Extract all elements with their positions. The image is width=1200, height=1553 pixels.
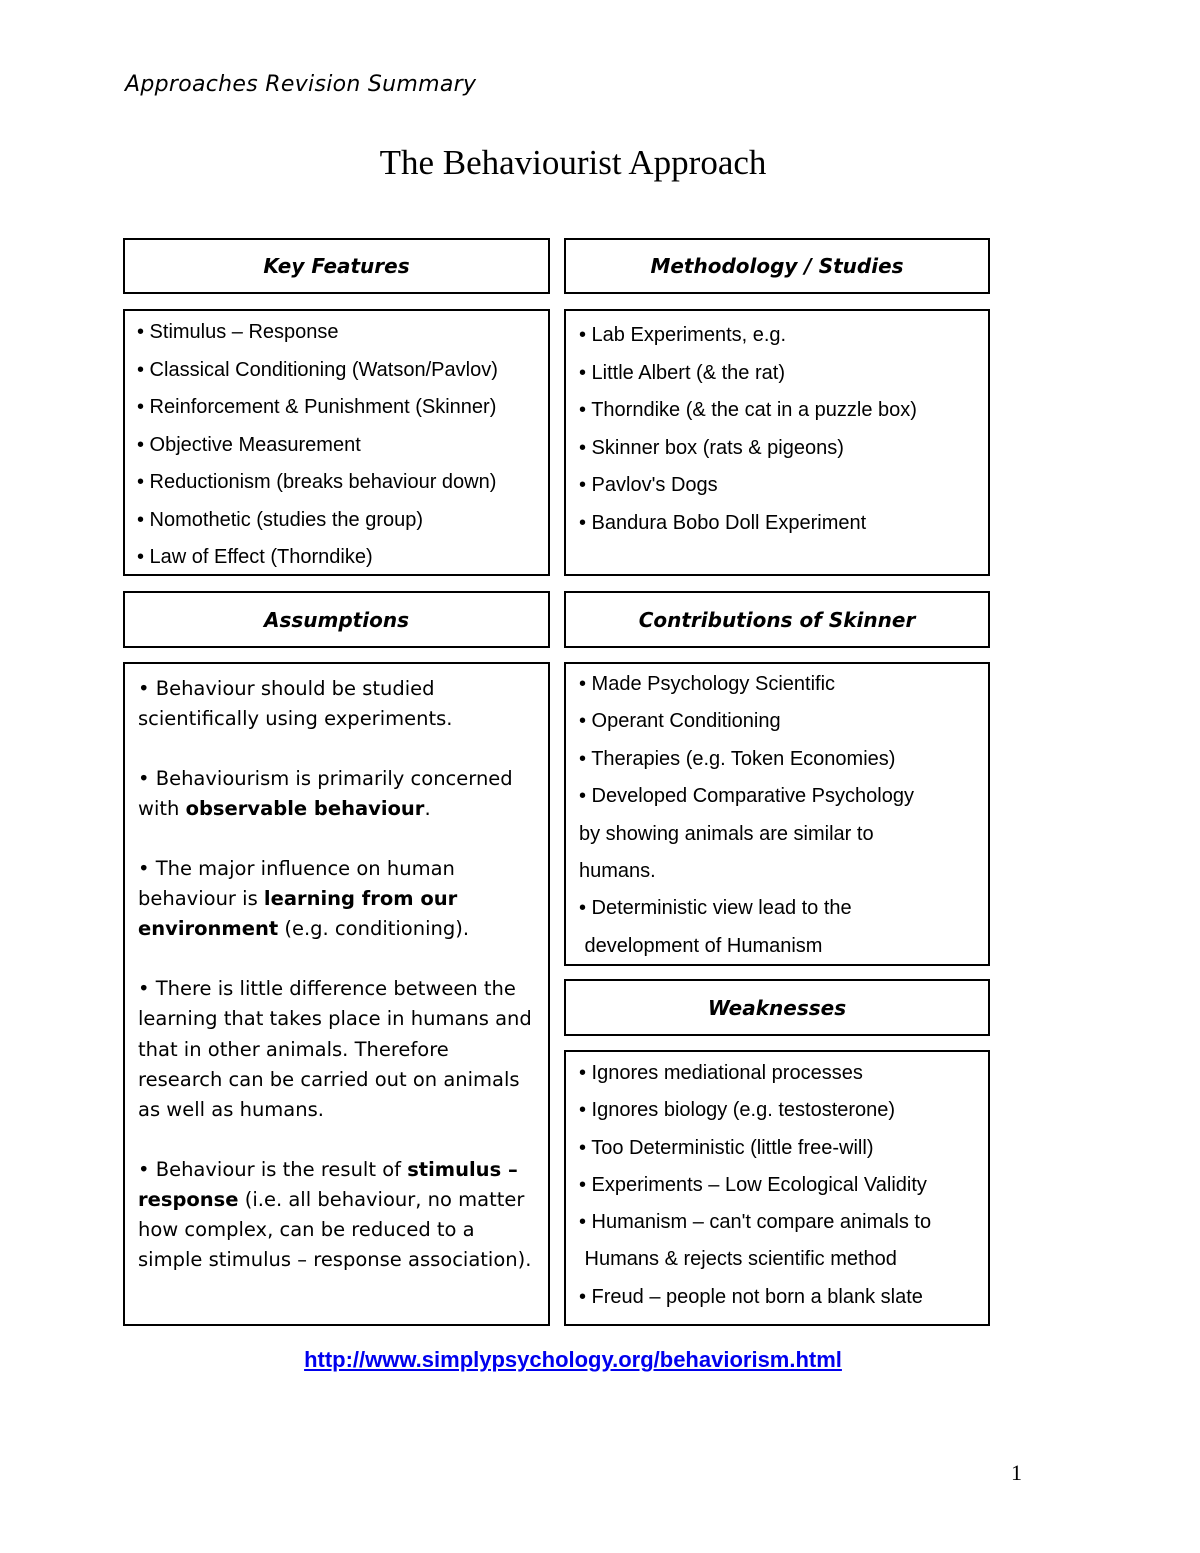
- methodology-item: • Little Albert (& the rat): [579, 361, 785, 384]
- contributions-item: • Therapies (e.g. Token Economies): [579, 747, 896, 770]
- contributions-heading: Contributions of Skinner: [564, 591, 990, 648]
- methodology-item: • Lab Experiments, e.g.: [579, 324, 787, 346]
- assumption-paragraph: • Behaviour should be studied scientifically using experiments.: [138, 677, 453, 731]
- weaknesses-item: • Ignores mediational processes: [579, 1062, 863, 1084]
- assumptions-box: [123, 662, 550, 1326]
- assumption-paragraph: • Behaviour is the result of stimulus – response (i.e. all behaviour, no matter how complex, can be reduced to a simple stimulus – response association).: [138, 1157, 532, 1272]
- key-features-item: • Reductionism (breaks behaviour down): [137, 471, 497, 493]
- assumptions-heading: Assumptions: [123, 591, 550, 648]
- methodology-item: • Bandura Bobo Doll Experiment: [579, 511, 867, 534]
- weaknesses-heading: Weaknesses: [564, 979, 990, 1036]
- methodology-item: • Skinner box (rats & pigeons): [579, 436, 844, 459]
- weaknesses-item: • Too Deterministic (little free-will): [579, 1136, 874, 1159]
- contributions-item: • Operant Conditioning: [579, 710, 781, 733]
- key-features-item: • Reinforcement & Punishment (Skinner): [137, 396, 497, 418]
- key-features-item: • Objective Measurement: [137, 433, 361, 456]
- assumption-paragraph: • Behaviourism is primarily concerned with observable behaviour.: [138, 767, 513, 821]
- contributions-box: [564, 662, 990, 966]
- page-number: 1: [1011, 1460, 1022, 1485]
- page-title: The Behaviourist Approach: [379, 143, 767, 182]
- key-features-item: • Nomothetic (studies the group): [137, 508, 424, 531]
- weaknesses-item: • Freud – people not born a blank slate: [579, 1285, 923, 1308]
- contributions-item: development of Humanism: [579, 934, 823, 957]
- weaknesses-box: [564, 1050, 990, 1326]
- contributions-item: humans.: [579, 859, 656, 882]
- key-features-item: • Stimulus – Response: [137, 321, 339, 343]
- methodology-item: • Thorndike (& the cat in a puzzle box): [579, 399, 917, 421]
- key-features-item: • Classical Conditioning (Watson/Pavlov): [137, 358, 498, 381]
- key-features-item: • Law of Effect (Thorndike): [137, 546, 373, 568]
- methodology-heading: Methodology / Studies: [564, 238, 990, 294]
- contributions-item: • Made Psychology Scientific: [579, 673, 836, 695]
- assumption-paragraph: • There is little difference between the learning that takes place in humans and that in other animals. Therefore research can be carried out on animals as well as humans.: [138, 977, 532, 1122]
- weaknesses-item: • Experiments – Low Ecological Validity: [579, 1173, 927, 1196]
- methodology-item: • Pavlov's Dogs: [579, 474, 718, 496]
- document-label: Approaches Revision Summary: [125, 72, 477, 97]
- methodology-box: [564, 309, 990, 576]
- weaknesses-item: • Ignores biology (e.g. testosterone): [579, 1099, 896, 1122]
- weaknesses-item: • Humanism – can't compare animals to: [579, 1211, 932, 1234]
- weaknesses-item: Humans & rejects scientific method: [579, 1248, 897, 1271]
- contributions-item: by showing animals are similar to: [579, 822, 874, 845]
- contributions-item: • Deterministic view lead to the: [579, 897, 852, 920]
- assumption-paragraph: • The major influence on human behaviour is learning from our environment (e.g. conditioning).: [138, 857, 470, 941]
- contributions-item: • Developed Comparative Psychology: [579, 785, 914, 808]
- reference-link[interactable]: http://www.simplypsychology.org/behaviorism.html: [304, 1347, 842, 1372]
- key-features-heading: Key Features: [123, 238, 550, 294]
- key-features-box: [123, 309, 550, 576]
